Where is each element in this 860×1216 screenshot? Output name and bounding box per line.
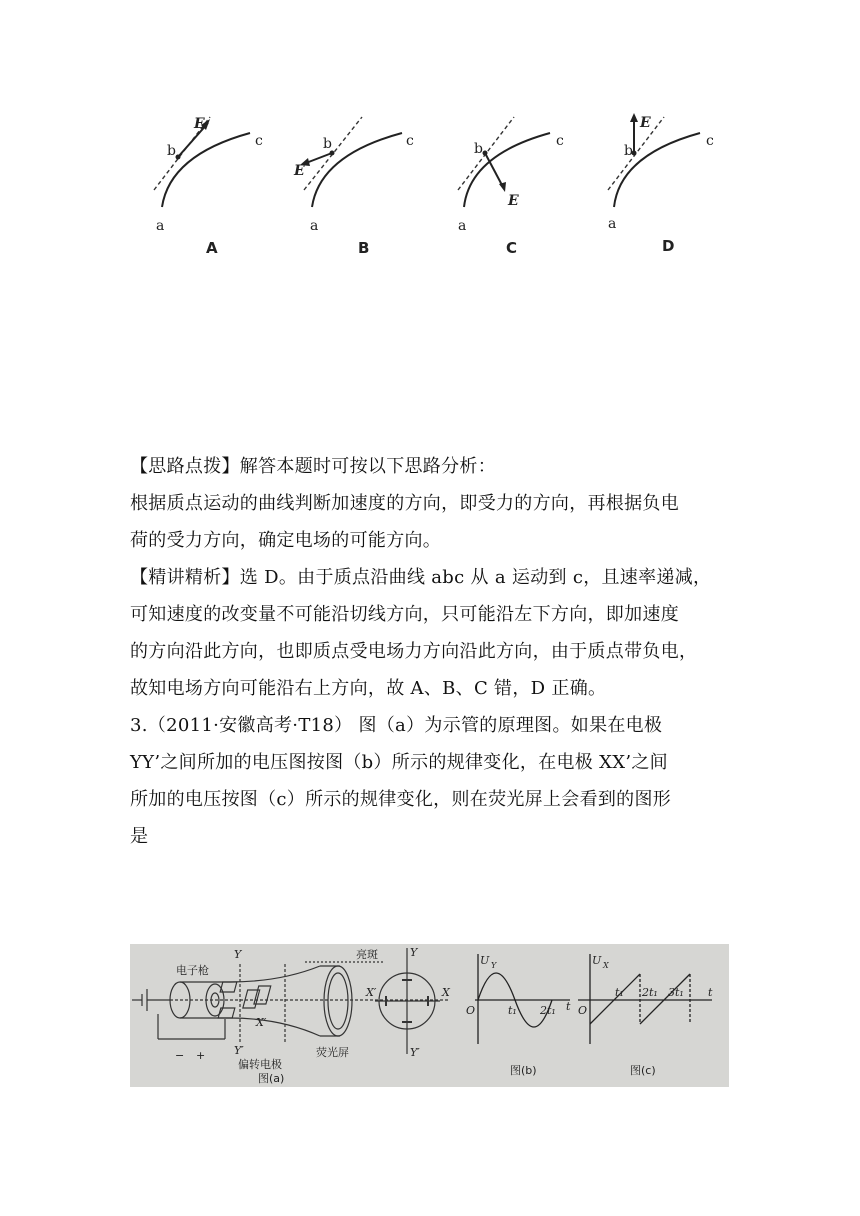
option-b-diagram xyxy=(293,117,414,257)
label-screen: 荧光屏 xyxy=(316,1046,349,1059)
label-screen-y-prime: Y′ xyxy=(410,1046,420,1059)
analysis-line: 【精讲精析】选 D。由于质点沿曲线 abc 从 a 运动到 c，且速率递减， xyxy=(130,567,712,588)
analysis-line: 的方向沿此方向，也即质点受电场力方向沿此方向，由于质点带负电， xyxy=(130,641,698,662)
caption-d: D xyxy=(662,237,675,255)
analysis-section xyxy=(130,559,734,707)
analysis-line: 可知速度的改变量不可能沿切线方向，只可能沿左下方向，即加速度 xyxy=(130,604,679,625)
label-minus: − xyxy=(175,1049,185,1062)
option-a-diagram xyxy=(154,116,263,257)
label-c: c xyxy=(556,133,564,149)
analysis-line: 故知电场方向可能沿右上方向，故 A、B、C 错，D 正确。 xyxy=(130,678,607,699)
label-t1-c: t₁ xyxy=(615,986,624,999)
label-ux: U xyxy=(592,954,602,967)
question-line: 是 xyxy=(130,826,149,847)
label-origin-c: O xyxy=(578,1004,588,1017)
label-uy: U xyxy=(480,954,490,967)
label-b: b xyxy=(323,136,332,152)
label-e: E xyxy=(294,163,305,179)
label-b: b xyxy=(167,143,176,159)
label-deflection-electrodes: 偏转电极 xyxy=(238,1058,282,1071)
oscilloscope-figure-photo xyxy=(130,944,729,1087)
label-b: b xyxy=(624,143,633,159)
label-plus: + xyxy=(196,1049,206,1062)
field-arrow xyxy=(306,153,332,163)
question-line: 所加的电压按图（c）所示的规律变化，则在荧光屏上会看到的图形 xyxy=(130,789,672,810)
label-t-c: t xyxy=(708,986,713,999)
hint-line: 荷的受力方向，确定电场的可能方向。 xyxy=(130,530,442,551)
option-c-diagram xyxy=(458,117,564,257)
options-figure xyxy=(140,95,720,265)
caption-c: C xyxy=(506,239,518,257)
label-2t1-b: 2t₁ xyxy=(540,1004,556,1017)
label-t-b: t xyxy=(566,1000,571,1013)
label-a: a xyxy=(156,218,165,234)
options-diagram xyxy=(140,95,720,265)
label-uy-sub: Y xyxy=(491,961,497,970)
hint-line: 根据质点运动的曲线判断加速度的方向，即受力的方向，再根据负电 xyxy=(130,493,679,514)
oscilloscope-diagram xyxy=(130,944,729,1087)
label-screen-y: Y xyxy=(410,946,418,959)
label-e: E xyxy=(194,116,205,132)
label-a: a xyxy=(458,218,467,234)
label-3t1-c: 3t₁ xyxy=(668,986,684,999)
label-y-prime: Y′ xyxy=(234,1044,244,1057)
option-d-diagram xyxy=(608,113,714,255)
label-origin-b: O xyxy=(466,1004,476,1017)
caption-fig-b: 图(b) xyxy=(510,1064,537,1077)
hint-section xyxy=(130,448,734,559)
caption-b: B xyxy=(358,239,370,257)
caption-a: A xyxy=(206,239,218,257)
label-c: c xyxy=(706,133,714,149)
label-electron-gun: 电子枪 xyxy=(176,964,209,977)
label-ux-sub: X xyxy=(603,961,609,970)
label-x-prime: X′ xyxy=(366,986,377,999)
label-bright-spot: 亮斑 xyxy=(356,948,378,961)
question-3-section xyxy=(130,707,734,855)
arrow-head xyxy=(630,113,638,122)
label-t1-b: t₁ xyxy=(508,1004,517,1017)
caption-fig-c: 图(c) xyxy=(630,1064,656,1077)
label-2t1-c: 2t₁ xyxy=(642,986,658,999)
label-b: b xyxy=(474,141,483,157)
label-x: X xyxy=(442,986,450,999)
label-c: c xyxy=(255,133,263,149)
label-e: E xyxy=(508,193,519,209)
question-line: 3.（2011·安徽高考·T18） 图（a）为示管的原理图。如果在电极 xyxy=(130,715,663,736)
label-c: c xyxy=(406,133,414,149)
label-y: Y xyxy=(234,948,242,961)
label-e: E xyxy=(640,115,651,131)
hint-line: 【思路点拨】解答本题时可按以下思路分析： xyxy=(130,456,496,477)
question-line: YY’之间所加的电压图按图（b）所示的规律变化，在电极 XX’之间 xyxy=(130,752,668,773)
label-a: a xyxy=(608,216,617,232)
caption-fig-a: 图(a) xyxy=(258,1072,285,1085)
label-x-prime-plate: X′ xyxy=(256,1016,267,1029)
label-a: a xyxy=(310,218,319,234)
